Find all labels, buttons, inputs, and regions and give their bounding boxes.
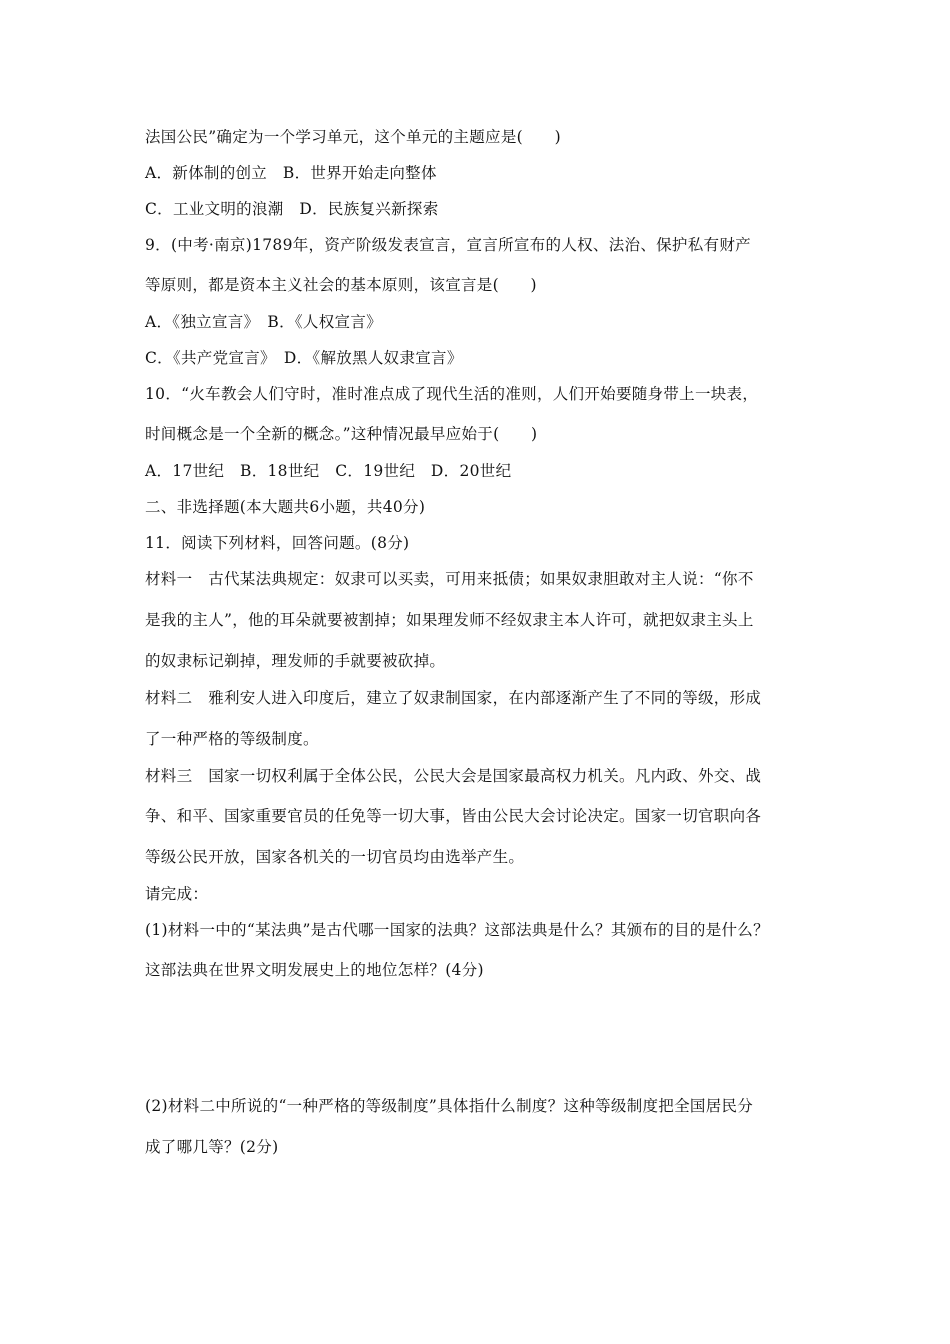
- q11-stem: 11．阅读下列材料，回答问题。(8分): [145, 534, 410, 552]
- q10-options: A．17世纪 B．18世纪 C．19世纪 D．20世纪: [145, 462, 512, 480]
- q8-options-cd: C．工业文明的浪潮 D．民族复兴新探索: [145, 200, 439, 218]
- q8-options-ab: A．新体制的创立 B．世界开始走向整体: [145, 164, 437, 182]
- q9-stem-line2: 等原则，都是资本主义社会的基本原则，该宣言是( ): [145, 276, 537, 294]
- material-1-line3: 的奴隶标记剃掉，理发师的手就要被砍掉。: [145, 652, 446, 670]
- material-2-line2: 了一种严格的等级制度。: [145, 730, 319, 748]
- sub-question-2-line2: 成了哪几等？(2分): [145, 1138, 279, 1156]
- sub-question-1-line1: (1)材料一中的“某法典”是古代哪一国家的法典？这部法典是什么？其颁布的目的是什么？: [145, 921, 769, 939]
- q8-stem-continuation: 法国公民”确定为一个学习单元，这个单元的主题应是( ): [145, 128, 561, 146]
- q9-options-ab: A．《独立宣言》 B．《人权宣言》: [145, 313, 382, 331]
- sub-question-1-line2: 这部法典在世界文明发展史上的地位怎样？(4分): [145, 961, 484, 979]
- q9-options-cd: C．《共产党宣言》 D．《解放黑人奴隶宣言》: [145, 349, 463, 367]
- material-1-line2: 是我的主人”，他的耳朵就要被割掉；如果理发师不经奴隶主本人许可，就把奴隶主头上: [145, 611, 754, 629]
- material-3-line2: 争、和平、国家重要官员的任免等一切大事，皆由公民大会讨论决定。国家一切官职向各: [145, 807, 762, 825]
- material-2-line1: 材料二 雅利安人进入印度后，建立了奴隶制国家，在内部逐渐产生了不同的等级，形成: [145, 689, 762, 707]
- section-heading: 二、非选择题(本大题共6小题，共40分): [145, 498, 426, 516]
- q9-stem-line1: 9．(中考·南京)1789年，资产阶级发表宣言，宣言所宣布的人权、法治、保护私有财产: [145, 236, 751, 254]
- material-3-line1: 材料三 国家一切权利属于全体公民，公民大会是国家最高权力机关。凡内政、外交、战: [145, 767, 762, 785]
- material-1-line1: 材料一 古代某法典规定：奴隶可以买卖，可用来抵债；如果奴隶胆敢对主人说：“你不: [145, 570, 754, 588]
- q10-stem-line1: 10．“火车教会人们守时，准时准点成了现代生活的准则，人们开始要随身带上一块表，: [145, 385, 759, 403]
- material-3-line3: 等级公民开放，国家各机关的一切官员均由选举产生。: [145, 848, 525, 866]
- q10-stem-line2: 时间概念是一个全新的概念。”这种情况最早应始于( ): [145, 425, 538, 443]
- instruction: 请完成：: [145, 885, 209, 903]
- sub-question-2-line1: (2)材料二中所说的“一种严格的等级制度”具体指什么制度？这种等级制度把全国居民分: [145, 1097, 754, 1115]
